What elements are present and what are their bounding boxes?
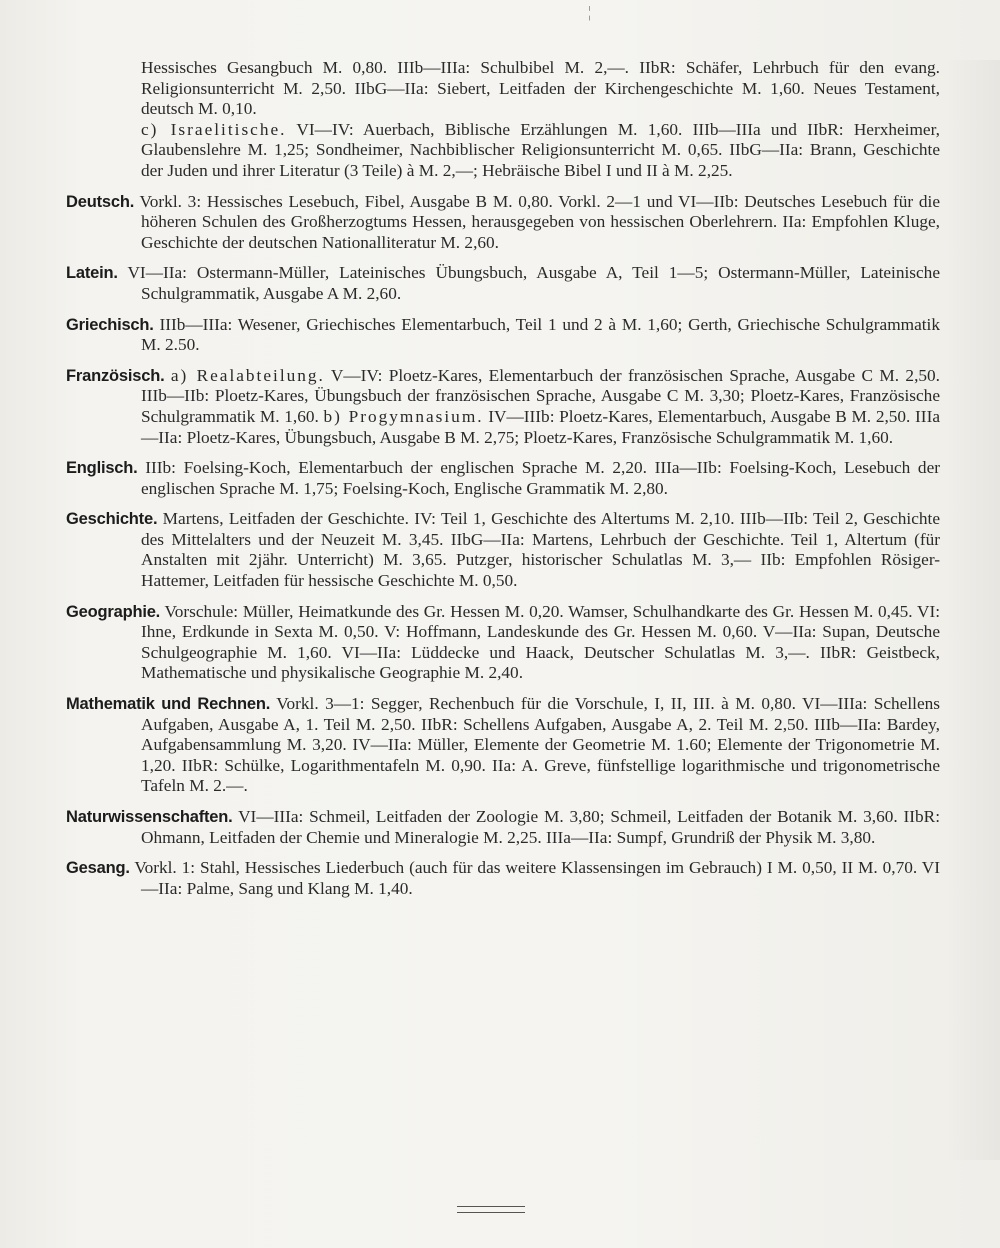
religion-jewish-paragraph [141, 120, 940, 182]
entry-geographie [66, 602, 940, 684]
entry-text: Martens, Leitfaden der Geschichte. IV: Teil 1, Geschichte des Altertums M. 2,10. IIIb—IIb: Teil 2, Geschichte des Mittelalters und der Neuzeit M. 3,45. IIbG—IIa: Martens, Lehrbuch der Geschichte. Teil 1, Altertum (für Anstalten mit 2jähr. Unterricht) M. 3,65. Putzger, historischer Schulatlas M. 3,— IIb: Empfohlen Rösiger-Hattemer, Leitfaden für hessische Geschichte M. 0,50. [141, 509, 940, 591]
entry-text: Vorschule: Müller, Heimatkunde des Gr. Hessen M. 0,20. Wamser, Schulhandkarte des Gr. Hessen M. 0,45. VI: Ihne, Erdkunde in Sexta M. 0,50. V: Hoffmann, Landeskunde des Gr. Hessen M. 0,60. V—IIa: Supan, Deutsche Schulgeographie M. 1,60. VI—IIa: Lüddecke und Haack, Deutscher Schulatlas M. 3,—. IIbR: Geistbeck, Mathematische und physikalische Geographie M. 2,40. [141, 601, 940, 683]
entry-deutsch [66, 192, 940, 254]
entry-geschichte [66, 509, 940, 591]
religion-jewish-text: VI—IV: Auerbach, Biblische Erzählungen M. 1,60. IIIb—IIIa und IIbR: Herxheimer, Glaubenslehre M. 1,25; Sondheimer, Nachbiblischer Religionsunterricht M. 0,65. IIbG—IIa: Brann, Geschichte der Juden und ihrer Literatur (3 Teile) à M. 2,—; Hebräische Bibel I und II à M. 2,25. [141, 119, 940, 180]
entry-text: VI—IIIa: Schmeil, Leitfaden der Zoologie M. 3,80; Schmeil, Leitfaden der Botanik M. 3,60. IIbR: Ohmann, Leitfaden der Chemie und Mineralogie M. 2,25. IIIa—IIa: Sumpf, Grundriß der Physik M. 3,80. [141, 807, 940, 847]
entry-text: VI—IIa: Ostermann-Müller, Lateinisches Übungsbuch, Ausgabe A, Teil 1—5; Ostermann-Müller, Lateinische Schulgrammatik, Ausgabe A M. 2,60. [127, 263, 940, 303]
entry-griechisch [66, 315, 940, 356]
entry-text: Vorkl. 1: Stahl, Hessisches Liederbuch (auch für das weitere Klassensingen im Gebrauch) I M. 0,50, II M. 0,70. VI—IIa: Palme, Sang und Klang M. 1,40. [134, 858, 940, 898]
entry-heading: Französisch. [66, 366, 165, 385]
entry-heading: Griechisch. [66, 315, 154, 334]
entry-naturwissenschaften [66, 807, 940, 848]
entry-heading: Gesang. [66, 859, 130, 878]
textbook-list [66, 58, 940, 899]
page-mark: ¦ [588, 4, 592, 21]
religion-jewish-label: c) Israelitische. [141, 119, 287, 139]
page-edge-shadow [946, 60, 1000, 1160]
entry-text: Vorkl. 3: Hessisches Lesebuch, Fibel, Ausgabe B M. 0,80. Vorkl. 2—1 und VI—IIb: Deutsches Lesebuch für die höheren Schulen des Großherzogtums Hessen, herausgegeben von hessischen Oberlehrern. IIa: Empfohlen Kluge, Geschichte der deutschen Nationalliteratur M. 2,60. [139, 191, 940, 252]
entry-heading: Mathematik und Rechnen. [66, 695, 271, 714]
entry-heading: Latein. [66, 264, 118, 283]
entry-latein [66, 263, 940, 304]
closing-double-rule [457, 1206, 525, 1213]
entry-text: IIIb: Foelsing-Koch, Elementarbuch der englischen Sprache M. 2,20. IIIa—IIb: Foelsing-Koch, Lesebuch der englischen Sprache M. 1,75; Foelsing-Koch, Englische Grammatik M. 2,80. [141, 458, 940, 498]
entry-franzoesisch [66, 366, 940, 448]
entry-text: IIIb—IIIa: Wesener, Griechisches Elementarbuch, Teil 1 und 2 à M. 1,60; Gerth, Griechische Schulgrammatik M. 2.50. [141, 314, 940, 355]
entry-mathematik [66, 694, 940, 797]
entry-heading: Geographie. [66, 602, 161, 621]
entry-sub-label-b: b) Progymnasium. [323, 406, 484, 426]
entry-heading: Naturwissenschaften. [66, 808, 233, 826]
religion-continuation [66, 58, 940, 182]
religion-evangelical-text: Hessisches Gesangbuch M. 0,80. IIIb—IIIa: Schulbibel M. 2,—. IIbR: Schäfer, Lehrbuch für den evang. Religionsunterricht M. 2,50. IIbG—IIa: Siebert, Leitfaden der Kirchengeschichte M. 1,60. Neues Testament, deutsch M. 0,10. [141, 58, 940, 119]
entry-heading: Deutsch. [66, 192, 135, 211]
entry-sub-label-a: a) Realabteilung. [170, 365, 325, 385]
entry-gesang [66, 858, 940, 899]
entry-englisch [66, 458, 940, 499]
entry-heading: Geschichte. [66, 510, 158, 529]
entry-text-a: V—IV: Ploetz-Kares, Elementarbuch der französischen Sprache, Ausgabe C M. 2,50. IIIb—IIb: Ploetz-Kares, Übungsbuch der französischen Sprache, Ausgabe C M. 3,30; Ploetz-Kares, Französische Schulgrammatik M. 1,60. [141, 365, 940, 426]
entry-text-b: IV—IIIb: Ploetz-Kares, Elementarbuch, Ausgabe B M. 2,50. IIIa—IIa: Ploetz-Kares, Übungsbuch, Ausgabe B M. 2,75; Ploetz-Kares, Französische Schulgrammatik M. 1,60. [141, 406, 940, 447]
entry-text: Vorkl. 3—1: Segger, Rechenbuch für die Vorschule, I, II, III. à M. 0,80. VI—IIIa: Schellens Aufgaben, Ausgabe A, 1. Teil M. 2,50. IIbR: Schellens Aufgaben, Ausgabe A, 2. Teil M. 2,50. IIIb—IIa: Bardey, Aufgabensammlung M. 3,20. IV—IIa: Müller, Elemente der Geometrie M. 1.60; Elemente der Trigonometrie M. 1,20. IIbR: Schülke, Logarithmentafeln M. 0,90. IIa: A. Greve, fünfstellige logarithmische und trigonometrische Tafeln M. 2.—. [141, 694, 940, 796]
entry-heading: Englisch. [66, 459, 138, 478]
